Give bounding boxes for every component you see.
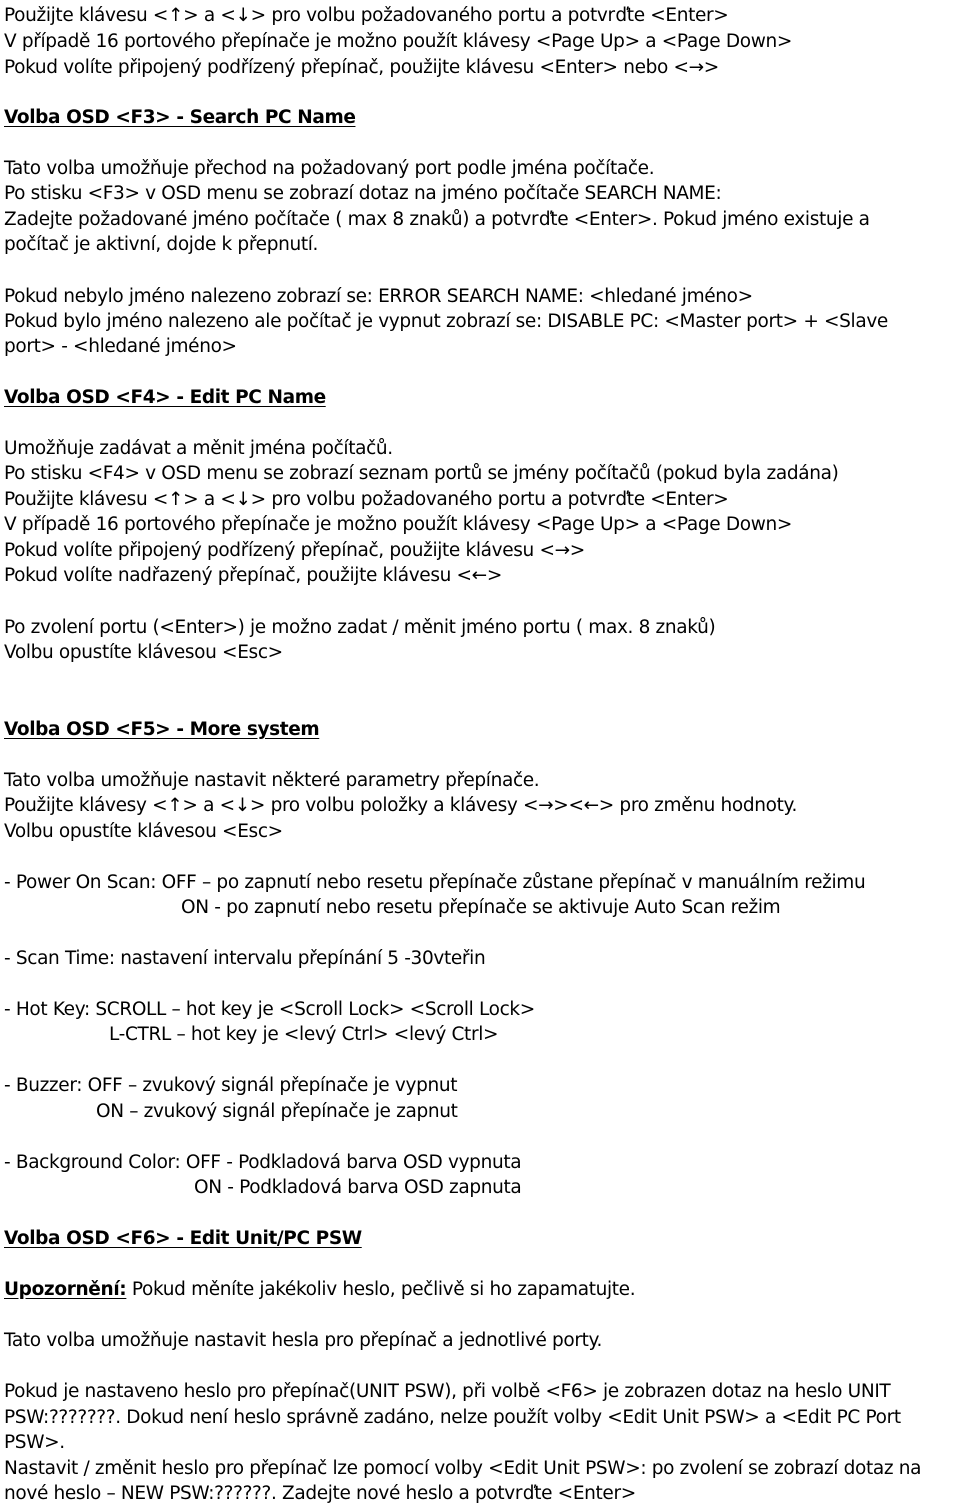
text-line: Pokud volíte připojený podřízený přepínač, použijte klávesu <→> [4, 540, 585, 561]
option-background-color-on: ON - Podkladová barva OSD zapnuta [194, 1177, 522, 1198]
text-line: Umožňuje zadávat a měnit jména počítačů. [4, 438, 393, 459]
text-line: V případě 16 portového přepínače je možno použít klávesy <Page Up> a <Page Down> [4, 31, 793, 52]
text-line: Tato volba umožňuje přechod na požadovaný port podle jména počítače. [4, 158, 655, 179]
text-line: Tato volba umožňuje nastavit hesla pro přepínač a jednotlivé porty. [4, 1330, 603, 1351]
option-power-on-scan-on: ON - po zapnutí nebo resetu přepínače se aktivuje Auto Scan režim [181, 897, 781, 918]
option-power-on-scan: - Power On Scan: OFF – po zapnutí nebo resetu přepínače zůstane přepínač v manuálním režimu [4, 872, 866, 893]
option-buzzer: - Buzzer: OFF – zvukový signál přepínače je vypnut [4, 1075, 458, 1096]
text-line: Použijte klávesu <↑> a <↓> pro volbu požadovaného portu a potvrďte <Enter> [4, 5, 729, 26]
text-line: Použijte klávesu <↑> a <↓> pro volbu požadovaného portu a potvrďte <Enter> [4, 489, 729, 510]
text-line: Tato volba umožňuje nastavit některé parametry přepínače. [4, 770, 540, 791]
text-line: Pokud bylo jméno nalezeno ale počítač je vypnut zobrazí se: DISABLE PC: <Master port> + <Slave [4, 311, 888, 332]
option-hot-key: - Hot Key: SCROLL – hot key je <Scroll Lock> <Scroll Lock> [4, 999, 535, 1020]
text-line: Zadejte požadované jméno počítače ( max 8 znaků) a potvrďte <Enter>. Pokud jméno existuje a [4, 209, 870, 230]
text-line: Volbu opustíte klávesou <Esc> [4, 821, 283, 842]
text-line: Pokud je nastaveno heslo pro přepínač(UNIT PSW), při volbě <F6> je zobrazen dotaz na heslo UNIT [4, 1381, 891, 1402]
option-background-color: - Background Color: OFF - Podkladová barva OSD vypnuta [4, 1152, 522, 1173]
warning-label: Upozornění: [4, 1279, 127, 1300]
text-line: Nastavit / změnit heslo pro přepínač lze pomocí volby <Edit Unit PSW>: po zvolení se zobrazí dotaz na [4, 1458, 922, 1479]
text-line: Po zvolení portu (<Enter>) je možno zadat / měnit jméno portu ( max. 8 znaků) [4, 617, 716, 638]
text-line: nové heslo – NEW PSW:??????. Zadejte nové heslo a potvrďte <Enter> [4, 1483, 636, 1504]
section-heading-f5: Volba OSD <F5> - More system [4, 719, 320, 740]
text-line: Použijte klávesy <↑> a <↓> pro volbu položky a klávesy <→><←> pro změnu hodnoty. [4, 795, 797, 816]
option-buzzer-on: ON – zvukový signál přepínače je zapnut [96, 1101, 458, 1122]
text-line: počítač je aktivní, dojde k přepnutí. [4, 234, 319, 255]
text-line: PSW:???????. Dokud není heslo správně zadáno, nelze použít volby <Edit Unit PSW> a <Edit PC Port [4, 1407, 901, 1428]
text-line: Po stisku <F4> v OSD menu se zobrazí seznam portů se jmény počítačů (pokud byla zadána) [4, 463, 839, 484]
section-heading-f6: Volba OSD <F6> - Edit Unit/PC PSW [4, 1228, 362, 1249]
text-line: port> - <hledané jméno> [4, 336, 237, 357]
section-heading-f4: Volba OSD <F4> - Edit PC Name [4, 387, 326, 408]
option-scan-time: - Scan Time: nastavení intervalu přepínání 5 -30vteřin [4, 948, 486, 969]
option-hot-key-lctrl: L-CTRL – hot key je <levý Ctrl> <levý Ctrl> [109, 1024, 499, 1045]
text-line: PSW>. [4, 1432, 65, 1453]
text-line: Po stisku <F3> v OSD menu se zobrazí dotaz na jméno počítače SEARCH NAME: [4, 183, 722, 204]
warning-line [4, 1277, 635, 1303]
text-line: Volbu opustíte klávesou <Esc> [4, 642, 283, 663]
text-line: Pokud volíte připojený podřízený přepínač, použijte klávesu <Enter> nebo <→> [4, 57, 719, 78]
warning-text: Pokud měníte jakékoliv heslo, pečlivě si ho zapamatujte. [131, 1279, 636, 1300]
section-heading-f3: Volba OSD <F3> - Search PC Name [4, 107, 356, 128]
text-line: Pokud nebylo jméno nalezeno zobrazí se: ERROR SEARCH NAME: <hledané jméno> [4, 286, 753, 307]
text-line: Pokud volíte nadřazený přepínač, použijte klávesu <←> [4, 565, 502, 586]
text-line: V případě 16 portového přepínače je možno použít klávesy <Page Up> a <Page Down> [4, 514, 793, 535]
